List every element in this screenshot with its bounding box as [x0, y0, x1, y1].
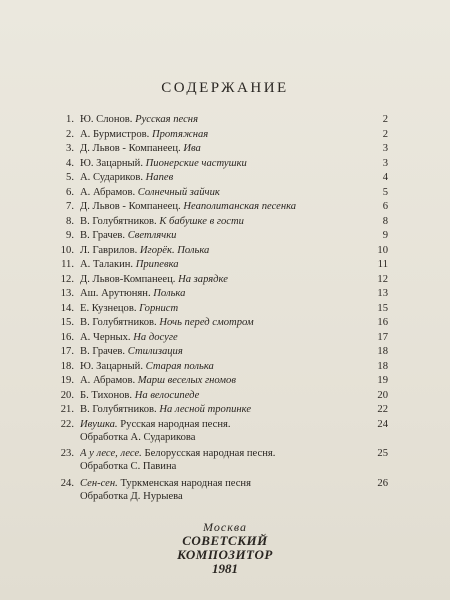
toc-entry-author: Ю. Слонов. — [80, 114, 133, 125]
toc-entry-author: Е. Кузнецов. — [80, 302, 137, 314]
toc-entry-author: Д. Львов - Компанеец. — [80, 143, 181, 154]
toc-entry-page: 5 — [382, 186, 388, 198]
toc-entry-author: Б. Тихонов. — [80, 389, 133, 401]
toc-entry-page: 20 — [377, 389, 388, 401]
toc-entry-number: 24. — [60, 478, 74, 489]
toc-entry-author: В. Голубятников. — [80, 317, 157, 328]
toc-entry — [56, 245, 388, 257]
toc-entry — [56, 419, 388, 443]
toc-entry-number: 10. — [60, 244, 74, 256]
toc-entry-title: Неаполитанская песенка — [183, 201, 297, 212]
toc-entry-title: А у лесе, лесе. — [80, 448, 142, 459]
toc-entry-author: В. Грачев. — [80, 346, 126, 357]
toc-entry-number: 16. — [60, 331, 74, 343]
toc-entry-title: Светлячки — [127, 230, 177, 241]
toc-entry-arrangement: Обработка Д. Нурыева — [80, 491, 183, 502]
toc-entry-source: Туркменская народная песня — [120, 478, 251, 489]
toc-entry-page: 13 — [377, 288, 388, 299]
toc-entry-number: 19. — [60, 375, 74, 386]
toc-entry-title: Напев — [145, 172, 174, 183]
toc-entry — [56, 332, 388, 344]
toc-entry-number: 13. — [60, 288, 74, 299]
toc-entry-number: 4. — [66, 157, 74, 169]
toc-entry — [56, 259, 388, 271]
toc-entry-author: В. Голубятников. — [80, 215, 157, 227]
toc-entry-arrangement: Обработка А. Сударикова — [80, 431, 196, 443]
toc-entry-number: 3. — [66, 143, 74, 154]
imprint-city: Москва — [203, 520, 247, 534]
toc-entry — [56, 201, 388, 213]
toc-entry-author: Д. Львов-Компанеец. — [80, 273, 176, 285]
toc-entry — [56, 172, 388, 184]
toc-entry-page: 9 — [382, 230, 388, 241]
toc-entry — [56, 303, 388, 315]
toc-entry-number: 15. — [60, 317, 74, 328]
toc-entry-title: К бабушке в гости — [159, 215, 244, 227]
toc-entry — [56, 448, 388, 472]
toc-entry-author: Л. Гаврилов. — [80, 244, 138, 256]
toc-entry-number: 9. — [66, 230, 74, 241]
toc-entry-page: 6 — [382, 201, 388, 212]
page-title: СОДЕРЖАНИЕ — [161, 80, 289, 96]
toc-entry-number: 6. — [66, 186, 74, 198]
toc-entry-page: 3 — [382, 157, 388, 169]
toc-entry-number: 14. — [60, 302, 74, 314]
toc-entry-author: Д. Львов - Компанеец. — [80, 201, 181, 212]
toc-entry — [56, 404, 388, 416]
toc-entry-page: 25 — [377, 448, 388, 459]
toc-entry-author: А. Абрамов. — [80, 375, 136, 386]
toc-entry-author: А. Судариков. — [80, 172, 143, 183]
toc-entry-title: На зарядке — [178, 273, 228, 285]
toc-entry-number: 20. — [60, 389, 74, 401]
toc-entry-number: 21. — [60, 404, 74, 415]
toc-entry — [56, 375, 388, 387]
toc-entry-title: Стилизация — [127, 346, 183, 357]
toc-entry-title: Припевка — [135, 259, 179, 270]
toc-entry — [56, 317, 388, 329]
toc-entry-title: Сен-сен. — [80, 478, 118, 489]
toc-entry-author: А. Черных. — [80, 331, 131, 343]
toc-entry-page: 17 — [377, 331, 388, 343]
toc-entry-page: 19 — [377, 375, 388, 386]
toc-entry-page: 11 — [377, 259, 388, 270]
toc-entry-title: Русская песня — [135, 114, 198, 125]
toc-entry-page: 2 — [382, 114, 388, 125]
toc-entry-title: На лесной тропинке — [159, 404, 252, 415]
toc-entry — [56, 346, 388, 358]
toc-entry-title: Ива — [183, 143, 201, 154]
toc-entry — [56, 478, 388, 502]
toc-entry-number: 18. — [60, 360, 74, 372]
toc-entry-number: 12. — [60, 273, 74, 285]
toc-entry-page: 4 — [382, 172, 388, 183]
imprint-year: 1981 — [212, 561, 238, 576]
toc-entry-title: Горнист — [139, 302, 179, 314]
toc-entry — [56, 114, 388, 126]
imprint — [0, 520, 450, 576]
toc-entry-number: 7. — [66, 201, 74, 212]
toc-entry-page: 10 — [377, 244, 388, 256]
toc-entry-source: Русская народная песня. — [120, 418, 231, 430]
toc-entry-author: Аш. Арутюнян. — [80, 288, 151, 299]
toc-entry-author: А. Абрамов. — [80, 186, 136, 198]
toc-entry-title: На досуге — [133, 331, 178, 343]
toc-entry — [56, 158, 388, 170]
toc-entry-title: Полька — [153, 288, 186, 299]
toc-entry-number: 22. — [60, 418, 74, 430]
toc-entry-number: 2. — [66, 128, 74, 140]
toc-entry-author: В. Голубятников. — [80, 404, 157, 415]
toc-entry — [56, 288, 388, 300]
toc-entry-title: Игорёк. Полька — [139, 244, 210, 256]
toc-entry — [56, 129, 388, 141]
toc-entry-page: 22 — [377, 404, 388, 415]
toc-entry-number: 1. — [66, 114, 74, 125]
toc-entry-author: А. Бурмистров. — [80, 128, 150, 140]
toc-entry-page: 26 — [377, 478, 388, 489]
toc-entry-title: Ночь перед смотром — [159, 317, 254, 328]
toc-entry-author: Ю. Зацарный. — [80, 360, 143, 372]
toc-entry-author: А. Талакин. — [80, 259, 134, 270]
toc-entry-page: 18 — [377, 346, 388, 357]
toc-entry — [56, 230, 388, 242]
toc-entry — [56, 216, 388, 228]
toc-entry-title: Ивушка. — [80, 418, 118, 430]
toc-entry — [56, 361, 388, 373]
imprint-publisher-line2: КОМПОЗИТОР — [177, 547, 273, 562]
toc-entry-number: 23. — [60, 448, 74, 459]
toc-entry — [56, 390, 388, 402]
toc-entry-title: Старая полька — [145, 360, 214, 372]
toc-entry-title: Пионерские частушки — [145, 157, 247, 169]
toc-entry-author: В. Грачев. — [80, 230, 126, 241]
toc-entry-title: Протяжная — [151, 128, 209, 140]
toc-entry-page: 15 — [377, 302, 388, 314]
toc-entry-number: 5. — [66, 172, 74, 183]
toc-entry-page: 2 — [382, 128, 388, 140]
toc-entry — [56, 187, 388, 199]
toc-entry-number: 17. — [60, 346, 74, 357]
toc-entry-arrangement: Обработка С. Павина — [80, 461, 177, 472]
toc-entry-title: На велосипеде — [134, 389, 200, 401]
toc-entry-page: 18 — [377, 360, 388, 372]
toc-entry-page: 3 — [382, 143, 388, 154]
toc-entry-page: 8 — [382, 215, 388, 227]
toc-entry-page: 16 — [377, 317, 388, 328]
toc-entry-title: Солнечный зайчик — [137, 186, 220, 198]
toc-entry-author: Ю. Зацарный. — [80, 157, 143, 169]
toc-entry-page: 24 — [377, 418, 388, 430]
toc-entry-page: 12 — [377, 273, 388, 285]
toc-entry — [56, 143, 388, 155]
toc-entry-title: Марш веселых гномов — [137, 375, 236, 386]
imprint-publisher-line1: СОВЕТСКИЙ — [182, 533, 268, 548]
toc-entry-source: Белорусская народная песня. — [144, 448, 276, 459]
toc-entry — [56, 274, 388, 286]
toc-entry-number: 11. — [61, 259, 74, 270]
toc-entry-number: 8. — [66, 215, 74, 227]
